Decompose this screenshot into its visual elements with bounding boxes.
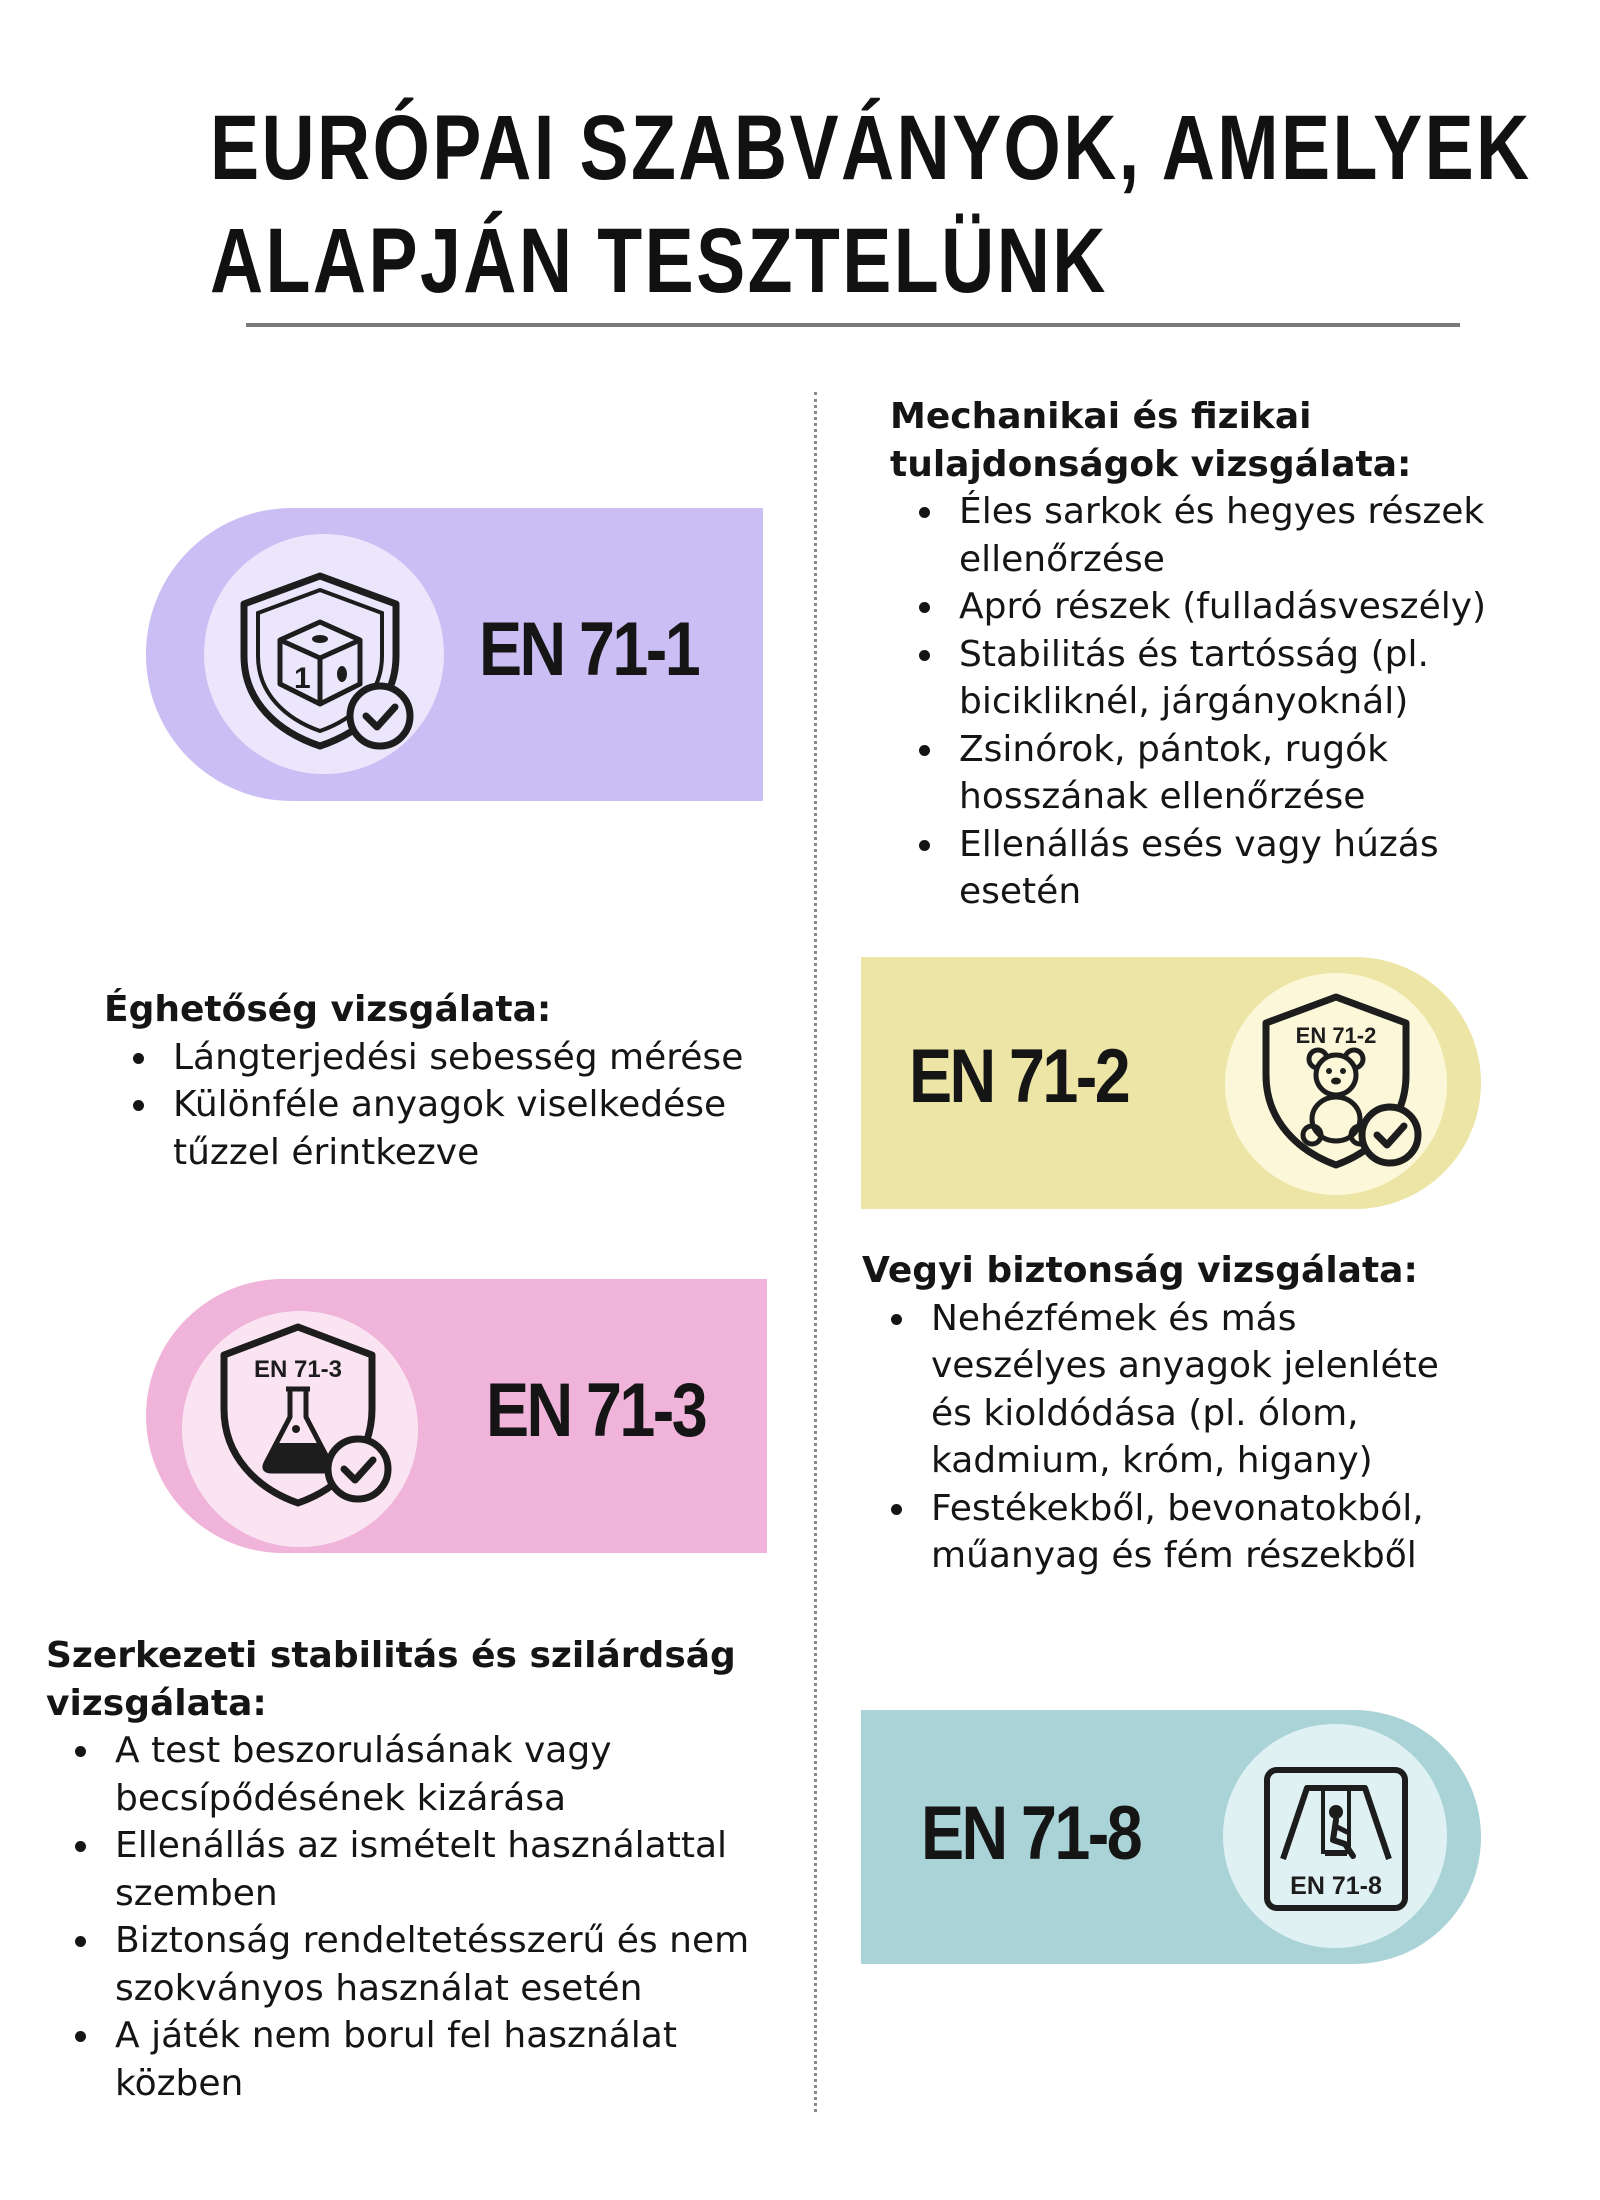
- section-heading: Vegyi biztonság vizsgálata:: [862, 1250, 1418, 1291]
- frame-label: EN 71-8: [1290, 1872, 1382, 1900]
- bullet-list: [890, 488, 1530, 916]
- badge-code: EN 71-8: [921, 1791, 1141, 1876]
- list-item: A test beszorulásának vagy becsípődésének kizárása: [46, 1727, 806, 1822]
- title-underline: [246, 323, 1460, 327]
- swing-frame-icon: [1261, 1764, 1411, 1914]
- shield-teddy-bear-check-icon: [1256, 987, 1426, 1177]
- section-heading: Mechanikai és fizikai tulajdonságok vizsgálata:: [890, 396, 1412, 485]
- badge-en71-8: [861, 1710, 1481, 1964]
- list-item: Biztonság rendeltetésszerű és nem szokványos használat esetén: [46, 1917, 806, 2012]
- svg-text:1: 1: [294, 662, 311, 695]
- section-chemical: [862, 1247, 1482, 1580]
- badge-code: EN 71-2: [909, 1034, 1129, 1119]
- bullet-list: [104, 1034, 794, 1177]
- shield-flask-check-icon: [216, 1317, 396, 1517]
- section-structural: [46, 1632, 806, 2107]
- shield-label: EN 71-2: [1295, 1023, 1377, 1048]
- list-item: Lángterjedési sebesség mérése: [104, 1034, 794, 1082]
- list-item: Festékekből, bevonatokból, műanyag és fém részekből: [862, 1485, 1482, 1580]
- section-heading: Éghetőség vizsgálata:: [104, 989, 552, 1030]
- section-flammability: [104, 986, 794, 1176]
- bullet-list: [46, 1727, 806, 2107]
- badge-code: EN 71-3: [486, 1368, 706, 1453]
- bullet-list: [862, 1295, 1482, 1580]
- list-item: Ellenállás esés vagy húzás esetén: [890, 821, 1530, 916]
- page-title: [210, 92, 1532, 318]
- badge-en71-2: [861, 957, 1481, 1209]
- list-item: Éles sarkok és hegyes részek ellenőrzése: [890, 488, 1530, 583]
- badge-en71-1: [146, 508, 763, 801]
- badge-en71-3: [146, 1279, 767, 1553]
- list-item: Apró részek (fulladásveszély): [890, 583, 1530, 631]
- list-item: A játék nem borul fel használat közben: [46, 2012, 806, 2107]
- page-title-line-2: ALAPJÁN TESZTELÜNK: [210, 210, 1108, 312]
- center-dotted-divider: [814, 392, 817, 2112]
- list-item: Stabilitás és tartósság (pl. bicikliknél, járgányoknál): [890, 631, 1530, 726]
- shield-label: EN 71-3: [253, 1356, 343, 1383]
- list-item: Nehézfémek és más veszélyes anyagok jelenléte és kioldódása (pl. ólom, kadmium, króm, higany): [862, 1295, 1482, 1485]
- page-title-line-1: EURÓPAI SZABVÁNYOK, AMELYEK: [210, 97, 1532, 199]
- badge-code: EN 71-1: [479, 607, 699, 692]
- section-mechanical: [890, 393, 1530, 916]
- section-heading: Szerkezeti stabilitás és szilárdság vizsgálata:: [46, 1635, 736, 1724]
- list-item: Zsinórok, pántok, rugók hosszának ellenőrzése: [890, 726, 1530, 821]
- list-item: Különféle anyagok viselkedése tűzzel érintkezve: [104, 1081, 794, 1176]
- shield-dice-check-icon: [236, 564, 416, 754]
- list-item: Ellenállás az ismételt használattal szemben: [46, 1822, 806, 1917]
